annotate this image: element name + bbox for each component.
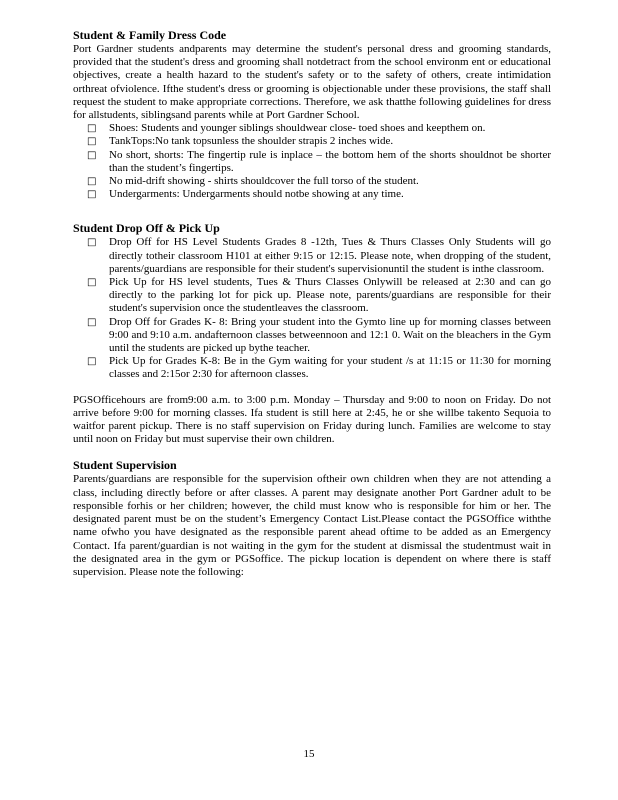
list-item: □ Drop Off for HS Level Students Grades 8 -12th, Tues & Thurs Classes Only Students will go directly totheir classroom H101 at either 9:15 or 12:15. Please note, when dropping of the student, parents/guardians are responsible for their student's supervisionuntil the student is inthe classroom. <box>87 236 551 275</box>
bullet-icon: □ <box>87 123 97 135</box>
section-title-drop-off: Student Drop Off & Pick Up <box>73 221 220 236</box>
bullet-icon: □ <box>87 189 97 201</box>
section-title-supervision: Student Supervision <box>73 458 177 473</box>
bullet-icon: □ <box>87 237 97 249</box>
office-hours-paragraph: PGSOfficehours are from9:00 a.m. to 3:00 p.m. Monday – Thursday and 9:00 to noon on Friday. Do not arrive before 9:00 for morning classes. Ifa student is still here at 2:45, he or she willbe takento Sequoia to waitfor parent pickup. There is no staff supervision on Friday during lunch. Families are welcome to stay until noon on Friday but must supervise their own children. <box>73 393 551 446</box>
bullet-icon: □ <box>87 316 97 328</box>
section-spacer <box>73 382 551 394</box>
bullet-icon: □ <box>87 149 97 161</box>
bullet-icon: □ <box>87 136 97 148</box>
list-item: □ No short, shorts: The fingertip rule is inplace – the bottom hem of the shorts shouldnot be shorter than the student’s fingertips. <box>87 148 551 174</box>
bullet-icon: □ <box>87 356 97 368</box>
list-item: □ Shoes: Students and younger siblings shouldwear close- toed shoes and keepthem on. <box>87 122 486 135</box>
bullet-icon: □ <box>87 176 97 188</box>
bullet-icon: □ <box>87 277 97 289</box>
section-spacer <box>73 201 551 221</box>
section-spacer <box>73 446 551 458</box>
list-item: □ No mid-drift showing - shirts shouldcover the full torso of the student. <box>87 175 419 188</box>
list-item: □ Undergarments: Undergarments should notbe showing at any time. <box>87 188 404 201</box>
dress-code-intro: Port Gardner students andparents may determine the student's personal dress and grooming standards, provided that the student's dress and grooming shall notdetract from the school environm ent or educational objectives, create a health hazard to the student's safety or to the safety of others, create intimidation orthreat ofviolence. Ifthe student's dress or grooming is objectionable under these provisions, the staff shall request the student to make appropriate corrections. Therefore, we ask thatthe following guidelines for dress for allstudents, siblingsand parents while at Port Gardner School. <box>73 43 551 122</box>
supervision-paragraph: Parents/guardians are responsible for the supervision oftheir own children when they are not attending a class, including directly before or after classes. A parent may designate another Port Gardner adult to be responsible forhis or her children; however, the child must know who is responsible for him or her. The designated parent must be on the student’s Emergency Contact List.Please contact the PGSOffice withthe name ofwho you have designated as the responsible parent ahead oftime to be added as an Emergency Contact. Ifa parent/guardian is not waiting in the gym for the student at dismissal the studentmust wait in the designated area in the gym or PGSoffice. The pickup location is dependent on where there is staff supervision. Please note the following: <box>73 473 551 578</box>
list-item: □ Pick Up for Grades K-8: Be in the Gym waiting for your student /s at 11:15 or 11:30 for morning classes and 2:15or 2:30 for afternoon classes. <box>87 355 551 381</box>
section-title-dress-code: Student & Family Dress Code <box>73 28 227 42</box>
page-number: 15 <box>303 748 315 760</box>
list-item: □ TankTops:No tank topsunless the shoulder strapis 2 inches wide. <box>87 135 394 148</box>
list-item: □ Drop Off for Grades K- 8: Bring your student into the Gymto line up for morning classes between 9:00 and 9:10 a.m. andafternoon classes betweennoon and 12:1 0. Wait on the bleachers in the Gym until the students are picked up bythe teacher. <box>87 315 551 355</box>
page-content <box>73 28 551 579</box>
dress-code-list <box>73 122 551 201</box>
list-item: □ Pick Up for HS level students, Tues & Thurs Classes Onlywill be released at 2:30 and can go directly to the parking lot for pick up. Please note, parents/guardians are responsible for their student's supervision once the studentleaves the classroom. <box>87 276 551 315</box>
drop-off-list <box>73 236 551 381</box>
